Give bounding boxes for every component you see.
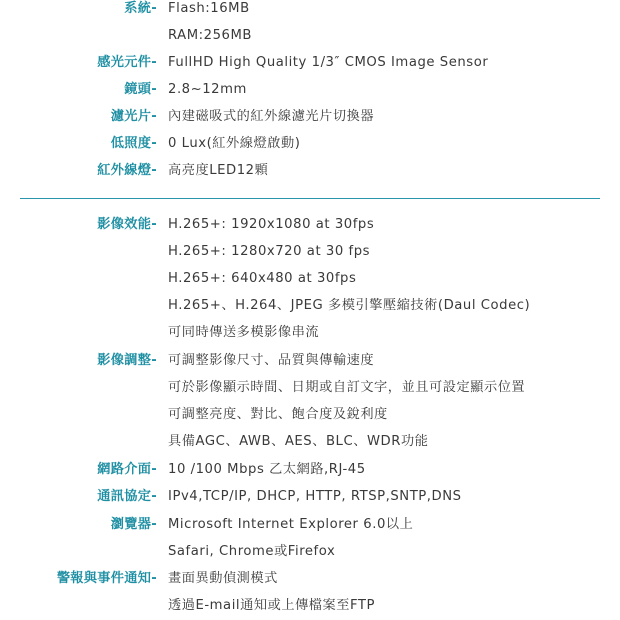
spec-label: 鏡頭- bbox=[124, 82, 157, 97]
spec-value: 高亮度LED12顆 bbox=[168, 163, 269, 178]
spec-value: 具備AGC、AWB、AES、BLC、WDR功能 bbox=[168, 434, 429, 449]
spec-row-system-cont bbox=[0, 22, 620, 49]
spec-label: 影像效能- bbox=[97, 217, 157, 232]
spec-row-low-light bbox=[0, 130, 620, 157]
spec-value: 可同時傳送多模影像串流 bbox=[168, 325, 320, 340]
spec-value: 2.8~12mm bbox=[168, 82, 247, 97]
spec-label: 瀏覽器- bbox=[110, 517, 157, 532]
spec-row-system bbox=[0, 0, 620, 22]
spec-value: IPv4,TCP/IP, DHCP, HTTP, RTSP,SNTP,DNS bbox=[168, 489, 462, 504]
spec-value: Microsoft Internet Explorer 6.0以上 bbox=[168, 517, 414, 532]
spec-label: 紅外線燈- bbox=[97, 163, 157, 178]
spec-row-cont bbox=[0, 401, 620, 428]
spec-value: Flash:16MB bbox=[168, 1, 250, 16]
spec-value: 可調整亮度、對比、飽合度及銳利度 bbox=[168, 407, 388, 422]
spec-row-cont bbox=[0, 538, 620, 565]
spec-value: 可調整影像尺寸、品質與傳輸速度 bbox=[168, 353, 375, 368]
spec-row-video-performance bbox=[0, 211, 620, 238]
spec-label: 系統- bbox=[124, 1, 157, 16]
spec-value: 可於影像顯示時間、日期或自訂文字，並且可設定顯示位置 bbox=[168, 380, 526, 395]
spec-label: 濾光片- bbox=[110, 109, 157, 124]
spec-row-protocols bbox=[0, 483, 620, 510]
spec-row-video-adjust bbox=[0, 347, 620, 374]
spec-row-cont bbox=[0, 428, 620, 455]
spec-row-cont bbox=[0, 238, 620, 265]
spec-value: 透過E-mail通知或上傳檔案至FTP bbox=[168, 598, 376, 613]
spec-value: H.265+: 1920x1080 at 30fps bbox=[168, 217, 375, 232]
spec-value: 0 Lux(紅外線燈啟動) bbox=[168, 136, 301, 151]
spec-value: H.265+: 640x480 at 30fps bbox=[168, 271, 357, 286]
spec-row-cont bbox=[0, 374, 620, 401]
spec-row-cont bbox=[0, 592, 620, 619]
spec-row-sensor bbox=[0, 49, 620, 76]
spec-label: 影像調整- bbox=[97, 353, 157, 368]
spec-row-cont bbox=[0, 319, 620, 346]
spec-row-cont bbox=[0, 265, 620, 292]
spec-label: 低照度- bbox=[110, 136, 157, 151]
spec-row-browser bbox=[0, 511, 620, 538]
spec-label: 通訊協定- bbox=[97, 489, 157, 504]
spec-label: 警報與事件通知- bbox=[56, 571, 157, 586]
spec-value: RAM:256MB bbox=[168, 28, 253, 43]
spec-value: 內建磁吸式的紅外線濾光片切換器 bbox=[168, 109, 375, 124]
spec-value: 畫面異動偵測模式 bbox=[168, 571, 278, 586]
spec-value: 10 /100 Mbps 乙太網路,RJ-45 bbox=[168, 462, 366, 477]
spec-label: 網路介面- bbox=[97, 462, 157, 477]
spec-label: 感光元件- bbox=[97, 55, 157, 70]
spec-row-filter bbox=[0, 103, 620, 130]
spec-row-network bbox=[0, 456, 620, 483]
spec-value: Safari, Chrome或Firefox bbox=[168, 544, 336, 559]
spec-value: FullHD High Quality 1/3″ CMOS Image Sensor bbox=[168, 55, 489, 70]
spec-row-alarm bbox=[0, 565, 620, 592]
spec-row-cont bbox=[0, 292, 620, 319]
spec-value: H.265+、H.264、JPEG 多模引擎壓縮技術(Daul Codec) bbox=[168, 298, 531, 313]
spec-row-lens bbox=[0, 76, 620, 103]
spec-row-ir-led bbox=[0, 157, 620, 184]
spec-value: H.265+: 1280x720 at 30 fps bbox=[168, 244, 371, 259]
section-divider bbox=[20, 198, 600, 199]
